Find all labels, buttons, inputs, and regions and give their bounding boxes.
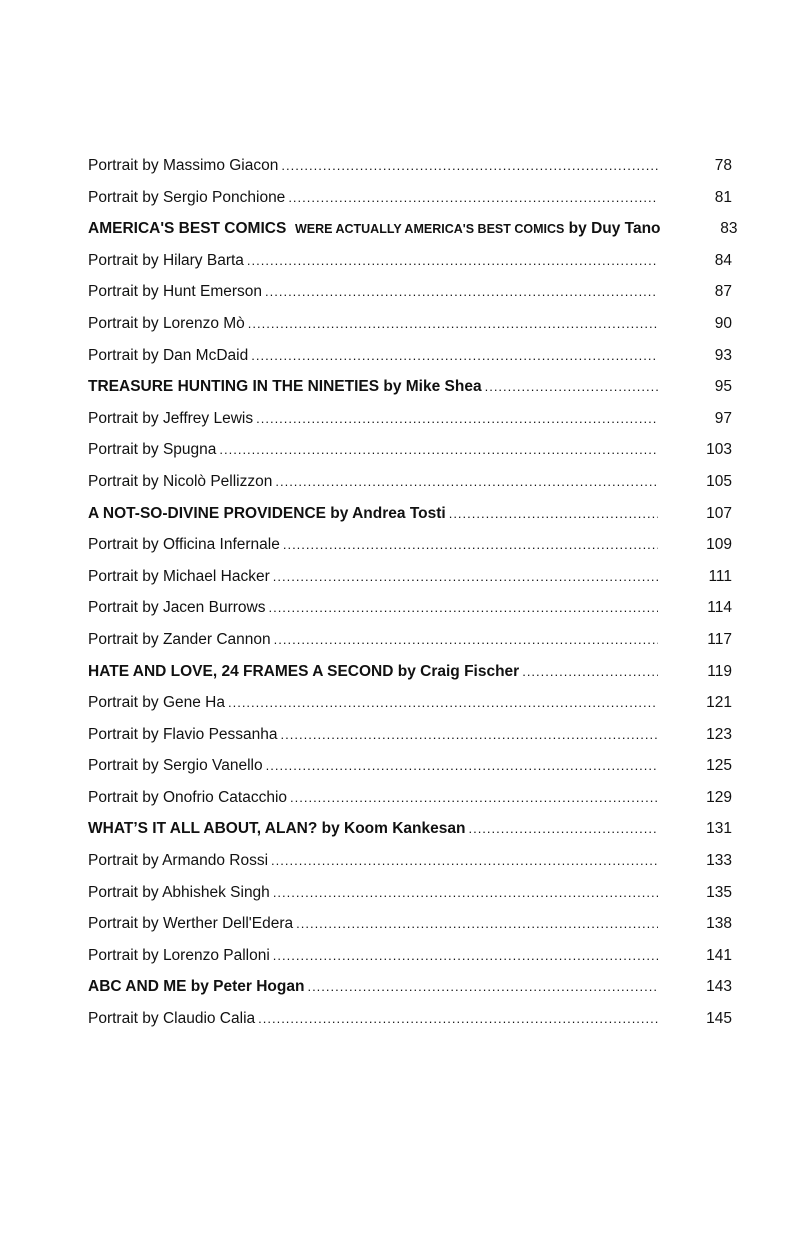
entry-title: Portrait by Jeffrey Lewis xyxy=(88,409,254,427)
page-number: 133 xyxy=(706,852,732,870)
toc-essay-entry xyxy=(88,971,732,1003)
page-number: 129 xyxy=(706,788,732,806)
toc-essay-entry xyxy=(88,213,738,245)
table-of-contents xyxy=(88,150,738,1035)
entry-title: Portrait by Werther Dell'Edera xyxy=(88,915,294,933)
toc-entry xyxy=(88,719,732,751)
toc-entry xyxy=(88,466,732,498)
page-number: 84 xyxy=(714,251,732,269)
entry-title-small-caps: WERE ACTUALLY AMERICA'S BEST COMICS xyxy=(294,222,565,237)
page-number: 117 xyxy=(707,630,732,648)
toc-entry xyxy=(88,908,732,940)
page-number: 93 xyxy=(714,346,732,364)
page-number: 109 xyxy=(706,536,732,554)
entry-title: Portrait by Officina Infernale xyxy=(88,536,280,554)
dot-leader xyxy=(273,940,658,972)
toc-entry xyxy=(88,150,732,182)
toc-essay-entry xyxy=(88,656,732,688)
dot-leader xyxy=(251,340,658,372)
toc-entry xyxy=(88,845,732,877)
dot-leader xyxy=(449,498,658,530)
entry-title-main: AMERICA'S BEST COMICS xyxy=(88,220,287,238)
entry-title: Portrait by Nicolò Pellizzon xyxy=(88,472,273,490)
page-number: 97 xyxy=(714,409,732,427)
entry-title: Portrait by Dan McDaid xyxy=(88,346,249,364)
page-number: 81 xyxy=(714,188,732,206)
entry-title: Portrait by Sergio Vanello xyxy=(88,757,263,775)
page-number: 145 xyxy=(706,1010,732,1028)
toc-entry xyxy=(88,403,732,435)
toc-entry xyxy=(88,529,732,561)
dot-leader xyxy=(485,371,658,403)
entry-title: Portrait by Flavio Pessanha xyxy=(88,725,278,743)
toc-entry xyxy=(88,308,732,340)
page-number: 123 xyxy=(706,725,732,743)
page-number: 87 xyxy=(714,283,732,301)
toc-essay-entry xyxy=(88,813,732,845)
dot-leader xyxy=(256,403,658,435)
entry-title: Portrait by Jacen Burrows xyxy=(88,599,266,617)
page-number: 114 xyxy=(707,599,732,617)
toc-entry xyxy=(88,1003,732,1035)
dot-leader xyxy=(247,245,658,277)
dot-leader xyxy=(468,813,658,845)
entry-title: Portrait by Sergio Ponchione xyxy=(88,188,286,206)
dot-leader xyxy=(273,877,658,909)
toc-entry xyxy=(88,940,732,972)
dot-leader xyxy=(248,308,658,340)
entry-title: A NOT-SO-DIVINE PROVIDENCE by Andrea Tosti xyxy=(88,504,446,522)
toc-essay-entry xyxy=(88,371,732,403)
dot-leader xyxy=(265,276,658,308)
dot-leader xyxy=(307,971,658,1003)
entry-title: ABC AND ME by Peter Hogan xyxy=(88,978,305,996)
page-number: 95 xyxy=(714,378,732,396)
entry-title: Portrait by Armando Rossi xyxy=(88,852,269,870)
entry-title xyxy=(88,213,664,246)
page-number: 141 xyxy=(706,946,732,964)
toc-entry xyxy=(88,434,732,466)
page-number: 119 xyxy=(707,662,732,680)
dot-leader xyxy=(258,1003,658,1035)
toc-entry xyxy=(88,782,732,814)
entry-title: Portrait by Zander Cannon xyxy=(88,630,271,648)
dot-leader xyxy=(219,434,658,466)
page-number: 135 xyxy=(706,883,732,901)
page-number: 78 xyxy=(714,157,732,174)
toc-entry xyxy=(88,877,732,909)
page-number: 103 xyxy=(706,441,732,459)
dot-leader xyxy=(288,182,658,214)
entry-title: Portrait by Gene Ha xyxy=(88,694,225,712)
entry-author: by Duy Tano xyxy=(568,220,661,238)
toc-entry xyxy=(88,182,732,214)
toc-entry xyxy=(88,276,732,308)
page-number: 138 xyxy=(706,915,732,933)
toc-entry xyxy=(88,340,732,372)
dot-leader xyxy=(281,719,658,751)
toc-entry xyxy=(88,592,732,624)
toc-entry xyxy=(88,750,732,782)
dot-leader xyxy=(268,592,658,624)
entry-title: Portrait by Claudio Calia xyxy=(88,1010,256,1028)
entry-title: Portrait by Spugna xyxy=(88,441,217,459)
page-number: 111 xyxy=(708,567,732,585)
toc-entry xyxy=(88,687,732,719)
dot-leader xyxy=(271,845,658,877)
entry-title: Portrait by Hilary Barta xyxy=(88,251,244,269)
entry-title: WHAT’S IT ALL ABOUT, ALAN? by Koom Kankesan xyxy=(88,820,466,838)
entry-title: Portrait by Onofrio Catacchio xyxy=(88,788,288,806)
page-number: 131 xyxy=(706,820,732,838)
entry-title: Portrait by Lorenzo Palloni xyxy=(88,946,270,964)
page-number: 90 xyxy=(714,314,732,332)
dot-leader xyxy=(275,466,658,498)
toc-entry xyxy=(88,245,732,277)
entry-title: HATE AND LOVE, 24 FRAMES A SECOND by Craig Fischer xyxy=(88,662,520,680)
dot-leader xyxy=(274,624,658,656)
page-number: 105 xyxy=(706,472,732,490)
entry-title: Portrait by Abhishek Singh xyxy=(88,883,270,901)
dot-leader xyxy=(281,150,658,182)
page-number: 83 xyxy=(720,220,738,238)
dot-leader xyxy=(273,561,658,593)
dot-leader xyxy=(296,908,658,940)
toc-entry xyxy=(88,561,732,593)
entry-title: Portrait by Massimo Giacon xyxy=(88,157,279,174)
toc-essay-entry xyxy=(88,498,732,530)
dot-leader xyxy=(290,782,658,814)
dot-leader xyxy=(266,750,658,782)
dot-leader xyxy=(228,687,658,719)
page-number: 107 xyxy=(706,504,732,522)
entry-title: TREASURE HUNTING IN THE NINETIES by Mike Shea xyxy=(88,378,482,396)
entry-title: Portrait by Hunt Emerson xyxy=(88,283,263,301)
page-number: 125 xyxy=(706,757,732,775)
page-number: 143 xyxy=(706,978,732,996)
entry-title: Portrait by Michael Hacker xyxy=(88,567,270,585)
entry-title: Portrait by Lorenzo Mò xyxy=(88,314,245,332)
dot-leader xyxy=(522,656,658,688)
dot-leader xyxy=(283,529,658,561)
page-number: 121 xyxy=(706,694,732,712)
toc-entry xyxy=(88,624,732,656)
